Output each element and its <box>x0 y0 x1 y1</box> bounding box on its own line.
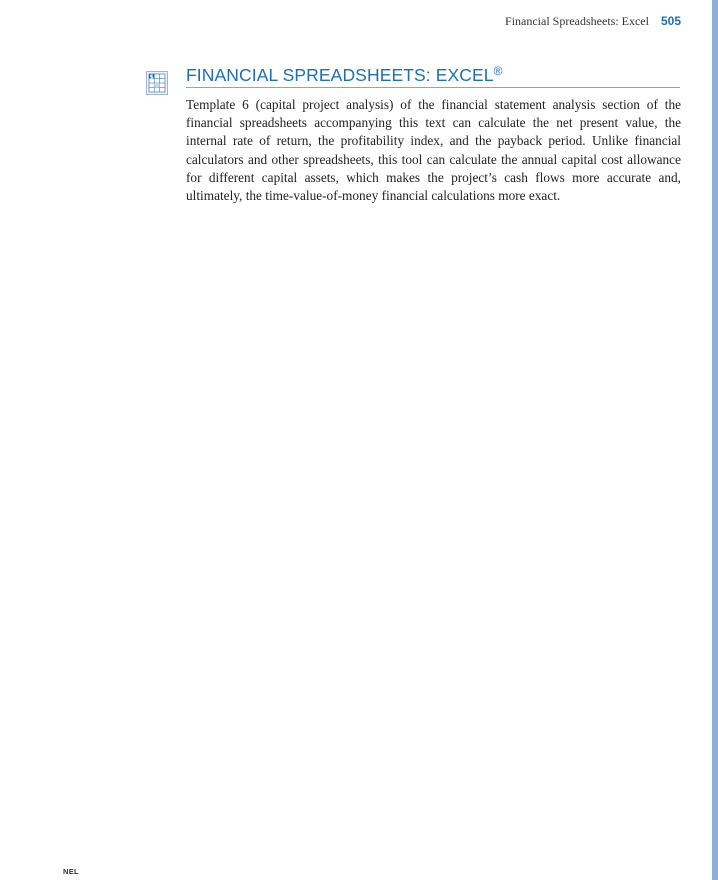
running-title: Financial Spreadsheets: Excel <box>505 14 649 28</box>
registered-mark: ® <box>493 64 503 78</box>
spreadsheet-icon <box>146 71 168 95</box>
section-title <box>186 64 680 88</box>
publisher-tag: NEL <box>63 867 79 876</box>
section-body: Template 6 (capital project analysis) of the financial statement analysis section of the financial spreadsheets accompanying this text can calculate the net present value, the internal rate of return, the profitability index, and the payback period. Unlike financial calculators and other spreadsheets, this tool can calculate the annual capital cost allowance for different capital assets, which makes the project’s cash flows more accurate and, ultimately, the time-value-of-money financial calculations more exact. <box>186 97 681 204</box>
page-edge-bar <box>712 0 718 880</box>
section-title-text: FINANCIAL SPREADSHEETS: EXCEL <box>186 65 494 85</box>
page-number: 505 <box>660 14 681 28</box>
running-header <box>505 14 681 29</box>
